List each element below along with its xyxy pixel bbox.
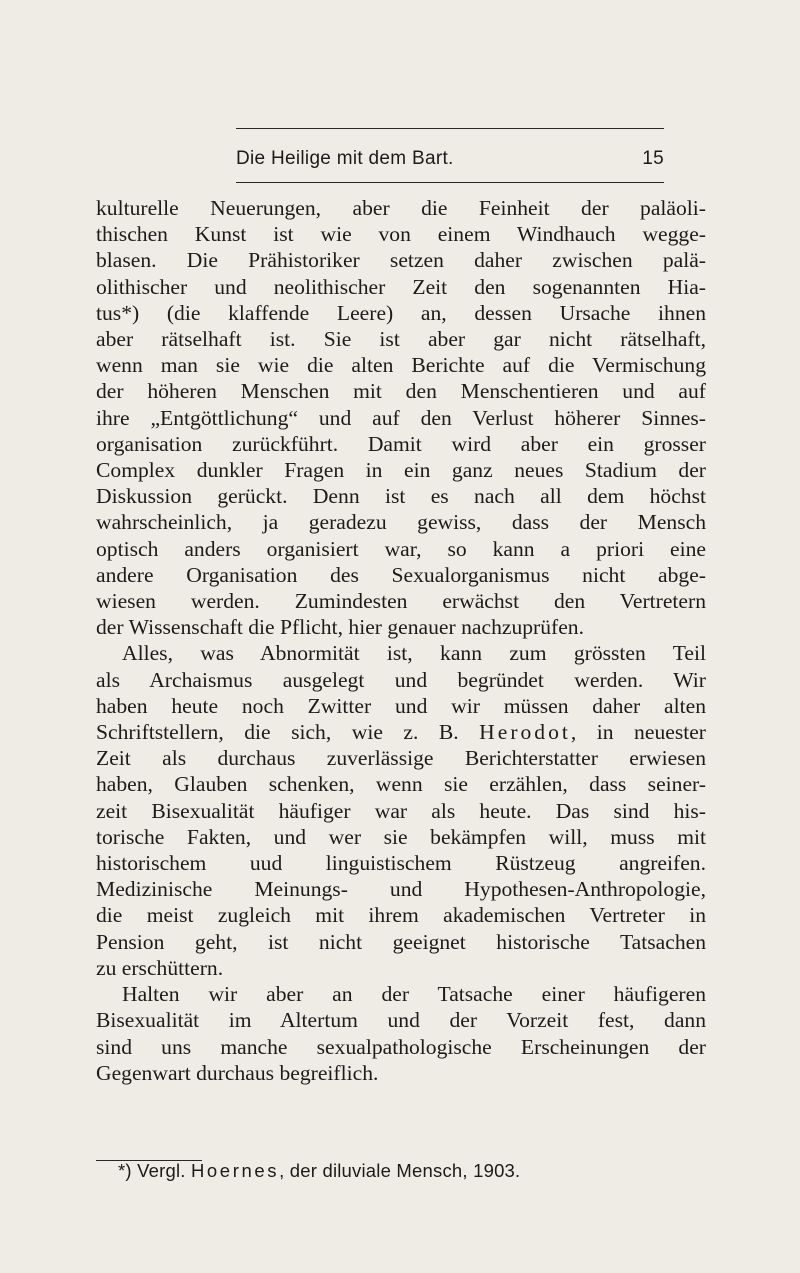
text-line: organisation zurückführt. Damit wird aber ein grosser xyxy=(96,431,706,456)
text-line: wahrscheinlich, ja geradezu gewiss, dass der Mensch xyxy=(96,510,706,535)
text-segment: Schriftstellern, die sich, wie z. B. xyxy=(96,720,459,745)
text-line: sind uns manche sexualpathologische Erscheinungen der xyxy=(96,1034,706,1059)
text-line: blasen. Die Prähistoriker setzen daher zwischen palä- xyxy=(96,248,706,273)
paragraph-start-line: Alles, was Abnormität ist, kann zum grössten Teil xyxy=(122,641,706,666)
text-line: optisch anders organisiert war, so kann a priori eine xyxy=(96,536,706,561)
text-line: der Wissenschaft die Pflicht, hier genauer nachzuprüfen. xyxy=(96,615,584,640)
text-line: wiesen werden. Zumindesten erwächst den Vertretern xyxy=(96,589,706,614)
page-number: 15 xyxy=(642,148,664,169)
text-line: historischem uud linguistischem Rüstzeug angreifen. xyxy=(96,851,706,876)
footnote-citation: , der diluviale Mensch, 1903. xyxy=(279,1160,521,1181)
text-line: olithischer und neolithischer Zeit den sogenannten Hia- xyxy=(96,274,706,299)
text-line: die meist zugleich mit ihrem akademischen Vertreter in xyxy=(96,903,706,928)
text-line: andere Organisation des Sexualorganismus nicht abge- xyxy=(96,562,706,587)
spaced-name-herodot: Herodot xyxy=(479,720,571,745)
text-line: Complex dunkler Fragen in ein ganz neues Stadium der xyxy=(96,458,706,483)
paragraph-start-line: Halten wir aber an der Tatsache einer häufigeren xyxy=(122,982,706,1007)
text-line: torische Fakten, und wer sie bekämpfen will, muss mit xyxy=(96,824,706,849)
text-line-with-name xyxy=(96,719,706,745)
text-line: Medizinische Meinungs- und Hypothesen-Anthropologie, xyxy=(96,877,706,902)
text-line: Diskussion gerückt. Denn ist es nach all dem höchst xyxy=(96,484,706,509)
text-line: zu erschüttern. xyxy=(96,955,224,980)
text-line: wenn man sie wie die alten Berichte auf die Vermischung xyxy=(96,353,706,378)
footnote-author: Hoernes xyxy=(190,1160,280,1181)
running-header xyxy=(236,144,664,178)
running-title: Die Heilige mit dem Bart. xyxy=(236,148,454,169)
top-rule xyxy=(236,128,664,129)
text-line: Bisexualität im Altertum und der Vorzeit fest, dann xyxy=(96,1008,706,1033)
text-line: Gegenwart durchaus begreiflich. xyxy=(96,1060,379,1085)
footnote xyxy=(118,1160,520,1182)
text-line: Pension geht, ist nicht geeignet historische Tatsachen xyxy=(96,929,706,954)
footnote-marker: *) Vergl. xyxy=(118,1160,186,1181)
text-line: zeit Bisexualität häufiger war als heute. Das sind his- xyxy=(96,798,706,823)
text-line: aber rätselhaft ist. Sie ist aber gar nicht rätselhaft, xyxy=(96,327,706,352)
body-text xyxy=(96,195,706,1086)
text-line: als Archaismus ausgelegt und begründet werden. Wir xyxy=(96,667,706,692)
text-line: der höheren Menschen mit den Menschentieren und auf xyxy=(96,379,706,404)
text-line: Zeit als durchaus zuverlässige Berichterstatter erwiesen xyxy=(96,746,706,771)
text-segment: , in neuester xyxy=(570,720,706,745)
text-line: thischen Kunst ist wie von einem Windhauch wegge- xyxy=(96,222,706,247)
text-line: ihre „Entgöttlichung“ und auf den Verlust höherer Sinnes- xyxy=(96,405,706,430)
text-line: tus*) (die klaffende Leere) an, dessen Ursache ihnen xyxy=(96,300,706,325)
text-line: haben heute noch Zwitter und wir müssen daher alten xyxy=(96,693,706,718)
header-rule xyxy=(236,182,664,183)
text-line: haben, Glauben schenken, wenn sie erzählen, dass seiner- xyxy=(96,772,706,797)
text-line: kulturelle Neuerungen, aber die Feinheit der paläoli- xyxy=(96,196,706,220)
